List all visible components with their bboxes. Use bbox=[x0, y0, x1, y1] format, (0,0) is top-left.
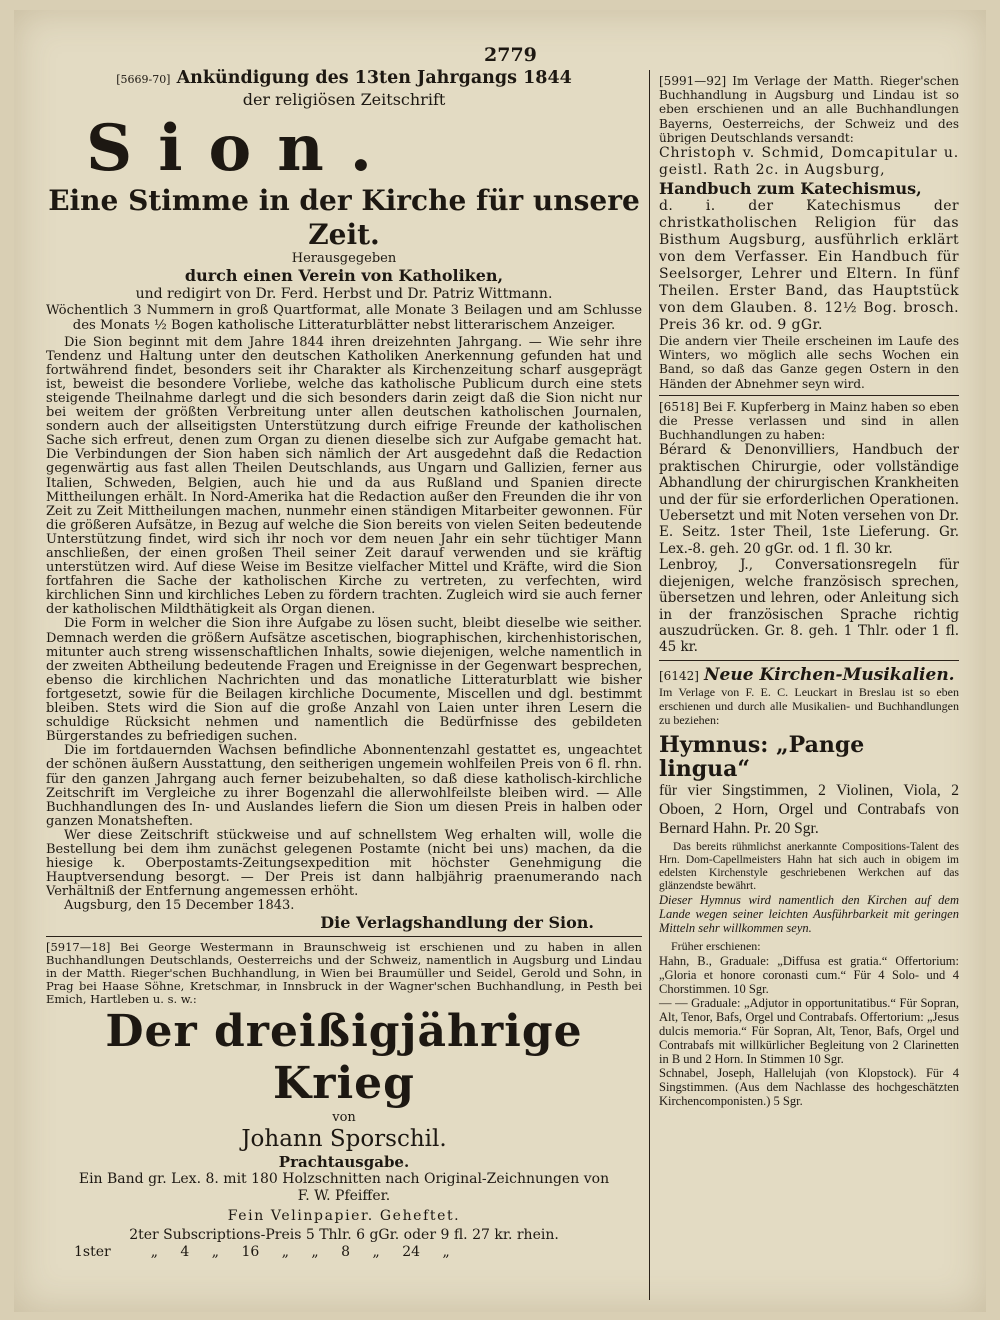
krieg-author: Johann Sporschil. bbox=[241, 1126, 447, 1153]
right-column bbox=[659, 74, 959, 1108]
schmid-ad-intro: Im Verlage der Matth. Rieger'schen Buchhandlung in Augsburg und Lindau ist so eben erschienen und an alle Buchhandlungen Bayerns, Oesterreichs, der Schweiz und des übrigen Deutschlands versandt: bbox=[659, 74, 959, 145]
music-earlier-heading: Früher erschienen: bbox=[671, 939, 761, 954]
sion-paragraph-1: Die Sion beginnt mit dem Jahre 1844 ihren dreizehnten Jahrgang. — Wie sehr ihre Tendenz und Haltung unter den deutschen Katholiken Anerkennung gefunden hat und fortwährend findet, besonders seit ihr Charakter als Kirchenzeitung scharf ausgeprägt ist, beweist die besondere Vorliebe, welche das katholische Publicum durch eine stets steigende Theilnahme darlegt und die sich besonders darin zeigt daß die Sion nicht nur bei weitem der größten Verbreitung unter allen deutschen katholischen Journalen, sondern auch der allseitigsten Unterstützung durch eifrige Freunde der katholischen Sache sich erfreut, denen zum Organ zu dienen dieselbe sich zur Aufgabe gemacht hat. Die Verbindungen der Sion haben sich nämlich der Art ausgedehnt daß die Redaction gegenwärtig aus fast allen Theilen Deutschlands, aus Ungarn und Gallizien, ferner aus Italien, Schweden, Belgien, auch hie und da aus Rußland und Spanien directe Mittheilungen erhält. In Nord-Amerika hat die Redaction außer den Freunden die ihr von Zeit zu Zeit Mittheilungen machen, nunmehr einen ständigen Mitarbeiter gewonnen. Für die größeren Aufsätze, in Bezug auf welche die Sion bereits von vielen Seiten bedeutende Unterstützung findet, wird sich ihr noch vor dem neuen Jahr ein sehr tüchtiger Mann anschließen, der einen großen Theil seiner Zeit darauf verwenden und sie kräftig unterstützen wird. Auf diese Weise im Besitze vielfacher Mittel und Kräfte, wird die Sion fortfahren die Sache der katholischen Kirche zu vertreten, zu verfechten, wird kirchlichen Sinn und kirchliches Leben zu fördern trachten. Zugleich wird sie auch ferner der katholischen Mildthätigkeit als Organ dienen. bbox=[46, 334, 642, 618]
sion-paragraph-3: Die im fortdauernden Wachsen befindliche Abonnentenzahl gestattet es, ungeachtet der schönen äußern Ausstattung, den seitherigen ungemein wohlfeilen Preis von 6 fl. rhn. für den ganzen Jahrgang auch ferner beizubehalten, so daß diese katholisch-kirchliche Zeitschrift im Vergleiche zu ihrer Bogenzahl die allerwohlfeilste bleiben wird. — Alle Buchhandlungen des In- und Auslandes liefern die Sion um diesen Preis in halben oder ganzen Monatsheften. bbox=[46, 743, 642, 829]
mainz-advertisement bbox=[659, 400, 959, 656]
sion-editor-line1: Herausgegeben bbox=[291, 251, 397, 266]
sion-head-line1: Ankündigung des 13ten Jahrgangs 1844 bbox=[176, 68, 572, 88]
music-ad-heading: Neue Kirchen-Musikalien. bbox=[704, 664, 955, 685]
schmid-description: d. i. der Katechismus der christkatholischen Religion für das Bisthum Augsburg, ausführlich erklärt von dem Verfasser. Ein Handbuch für Seelsorger, Lehrer und Eltern. In fünf Theilen. Erster Band, das Hauptstück von dem Glauben. 8. 12½ Bog. brosch. Preis 36 kr. od. 9 gGr. bbox=[659, 198, 959, 334]
mainz-item-2: Lenbroy, J., Conversationsregeln für diejenigen, welche französisch sprechen, übersetzen und lehren, oder Anleitung sich in der französischen Sprache richtig auszudrücken. Gr. 8. geh. 1 Thlr. oder 1 fl. 45 kr. bbox=[659, 557, 959, 656]
krieg-price-2-label: 1ster bbox=[74, 1244, 111, 1261]
schmid-author: Christoph v. Schmid, Domcapitular u. geistl. Rath 2c. in Augsburg, bbox=[659, 145, 959, 179]
column-rule bbox=[649, 70, 650, 1300]
music-item-1: Hahn, B., Graduale: „Diffusa est gratia.“ Offertorium: „Gloria et honore coronasti cum.“ Für 4 Solo- und 4 Chorstimmen. 10 Sgr. bbox=[659, 954, 959, 997]
schmid-note: Die andern vier Theile erscheinen im Laufe des Winters, wo möglich alle sechs Wochen ein Band, so daß das Ganze gegen Ostern in den Händen der Abnehmer seyn wird. bbox=[659, 334, 959, 391]
section-divider bbox=[659, 660, 959, 661]
mainz-item-1: Bérard & Denonvilliers, Handbuch der praktischen Chirurgie, oder vollständige Abhandlung der chirurgischen Krankheiten und der für sie erforderlichen Operationen. Uebersetzt und mit Noten versehen von Dr. E. Seitz. 1ster Theil, 1ste Lieferung. Gr. Lex.-8. geh. 20 gGr. od. 1 fl. 30 kr. bbox=[659, 442, 959, 557]
page-number: 2779 bbox=[484, 44, 537, 66]
sion-editor-line3: und redigirt von Dr. Ferd. Herbst und Dr. Patriz Wittmann. bbox=[135, 286, 553, 303]
sion-head-line2: der religiösen Zeitschrift bbox=[242, 90, 446, 109]
music-ad-intro: Im Verlage von F. E. C. Leuckart in Breslau ist so eben erschienen und durch alle Musikalien- und Buchhandlungen zu beziehen: bbox=[659, 684, 959, 728]
sion-announcement-heading bbox=[46, 68, 642, 90]
sion-editor-line2: durch einen Verein von Katholiken, bbox=[184, 266, 504, 286]
music-advertisement bbox=[659, 665, 959, 1109]
sion-date: Augsburg, den 15 December 1843. bbox=[64, 898, 295, 914]
krieg-advertisement bbox=[46, 941, 642, 1261]
left-column bbox=[46, 68, 642, 1261]
sion-motto: Eine Stimme in der Kirche für unsere Zeit. bbox=[48, 184, 640, 251]
section-divider bbox=[46, 936, 642, 937]
sion-paragraph-2: Die Form in welcher die Sion ihre Aufgabe zu lösen sucht, bleibt dieselbe wie seither. Demnach werden die größern Aufsätze ascetischen, biographischen, kirchenhistorischen, mitunter auch streng wissenschaftlichen Inhalts, sowie diejenigen, welche namentlich in der zweiten Abtheilung bedeutende Fragen und Ereignisse in der Gegenwart besprechen, ebenso die kirchlichen Nachrichten und das monatliche Litteraturblatt wie bisher fortgesetzt, sowie für die Beilagen kirchliche Documente, Miscellen und dgl. bestimmt bleiben. Stets wird die Sion auf die große Anzahl von Laien unter ihren Lesern die schuldige Rücksicht nehmen und namentlich die Bedürfnisse des gebildeten Bürgerstandes zu befriedigen suchen. bbox=[46, 616, 642, 745]
schmid-title: Handbuch zum Katechismus, bbox=[659, 179, 922, 199]
krieg-title: Der dreißigjährige Krieg bbox=[105, 1006, 583, 1110]
music-praise: Das bereits rühmlichst anerkannte Compositions-Talent des Hrn. Dom-Capellmeisters Hahn hat sich auch in obigem im edelsten Kirchenstyle geschriebenen Werkchen auf das glänzendste bewährt. bbox=[659, 841, 959, 893]
sion-paragraph-4: Wer diese Zeitschrift stückweise und auf schnellstem Weg erhalten will, wolle die Bestellung bei dem ihm zunächst gelegenen Postamte (nicht bei uns) machen, da die hiesige k. Oberpostamts-Zeitungsexpedition mit höchster Genehmigung die Hauptversendung besorgt. — Der Preis ist dann halbjährig praenumerando nach Verhältniß der Entfernung angemessen erhöht. bbox=[46, 827, 642, 900]
mainz-ad-reference: [6518] bbox=[659, 399, 699, 414]
krieg-ad-intro: Bei George Westermann in Braunschweig ist erschienen und zu haben in allen Buchhandlungen Deutschlands, Oesterreichs und der Schweiz, namentlich in Augsburg und Lindau in der Matth. Rieger'schen Buchhandlung, in Wien bei Braumüller und Seidel, Gerold und Sohn, in Prag bei Haase Söhne, Kretschmar, in Innsbruck in der Wagner'schen Buchhandlung, in Pesth bei Emich, Hartleben u. s. w.: bbox=[46, 940, 643, 1007]
sion-publisher-signature: Die Verlagshandlung der Sion. bbox=[320, 913, 594, 933]
krieg-description-1: Ein Band gr. Lex. 8. mit 180 Holzschnitten nach Original-Zeichnungen von bbox=[78, 1171, 610, 1188]
krieg-price-1: 2ter Subscriptions-Preis 5 Thlr. 6 gGr. oder 9 fl. 27 kr. rhein. bbox=[129, 1227, 559, 1244]
krieg-ad-reference: [5917—18] bbox=[46, 940, 111, 955]
music-hymnus-details: für vier Singstimmen, 2 Violinen, Viola, 2 Oboen, 2 Horn, Orgel und Contrabafs von Bernard Hahn. Pr. 20 Sgr. bbox=[659, 782, 959, 838]
music-item-3: Schnabel, Joseph, Hallelujah (von Klopstock). Für 4 Singstimmen. (Aus dem Nachlasse des hochgeschätzten Kirchencomponisten.) 5 Sgr. bbox=[659, 1066, 959, 1109]
krieg-description-2: F. W. Pfeiffer. bbox=[297, 1188, 391, 1205]
sion-ad-reference: [5669-70] bbox=[116, 73, 171, 86]
music-hymnus-title: Hymnus: „Pange lingua“ bbox=[659, 732, 865, 783]
schmid-ad-reference: [5991—92] bbox=[659, 74, 727, 88]
mainz-ad-intro: Bei F. Kupferberg in Mainz haben so eben die Presse verlassen und sind in allen Buchhandlungen zu haben: bbox=[659, 399, 959, 443]
sion-format: Wöchentlich 3 Nummern in groß Quartformat, alle Monate 3 Beilagen und am Schlusse des Monats ½ Bogen katholische Litteraturblätter nebst litterarischem Anzeiger. bbox=[46, 303, 642, 334]
krieg-edition: Prachtausgabe. bbox=[278, 1153, 410, 1172]
music-item-2: — — Graduale: „Adjutor in opportunitatibus.“ Für Sopran, Alt, Tenor, Bafs, Orgel und Contrabafs. Offertorium: „Jesus dulcis memoria.“ Für Sopran, Alt, Tenor, Bafs, Orgel und Contrabafs mit willkürlicher Begleitung von 2 Clarinetten in B und 2 Horn. In Stimmen 10 Sgr. bbox=[659, 996, 959, 1067]
music-praise-italic: Dieser Hymnus wird namentlich den Kirchen auf dem Lande wegen seiner leichten Ausführbarkeit mit geringen Mitteln sehr willkommen seyn. bbox=[659, 893, 959, 936]
krieg-price-2: „ 4 „ 16 „ „ 8 „ 24 „ bbox=[150, 1244, 450, 1261]
newspaper-page bbox=[14, 10, 986, 1312]
krieg-von: von bbox=[332, 1110, 356, 1126]
sion-advertisement bbox=[46, 68, 642, 932]
sion-title: Sion. bbox=[86, 111, 399, 186]
schmid-advertisement bbox=[659, 74, 959, 391]
section-divider bbox=[659, 395, 959, 396]
music-ad-reference: [6142] bbox=[659, 668, 699, 683]
krieg-paper: Fein Velinpapier. Geheftet. bbox=[227, 1208, 461, 1225]
